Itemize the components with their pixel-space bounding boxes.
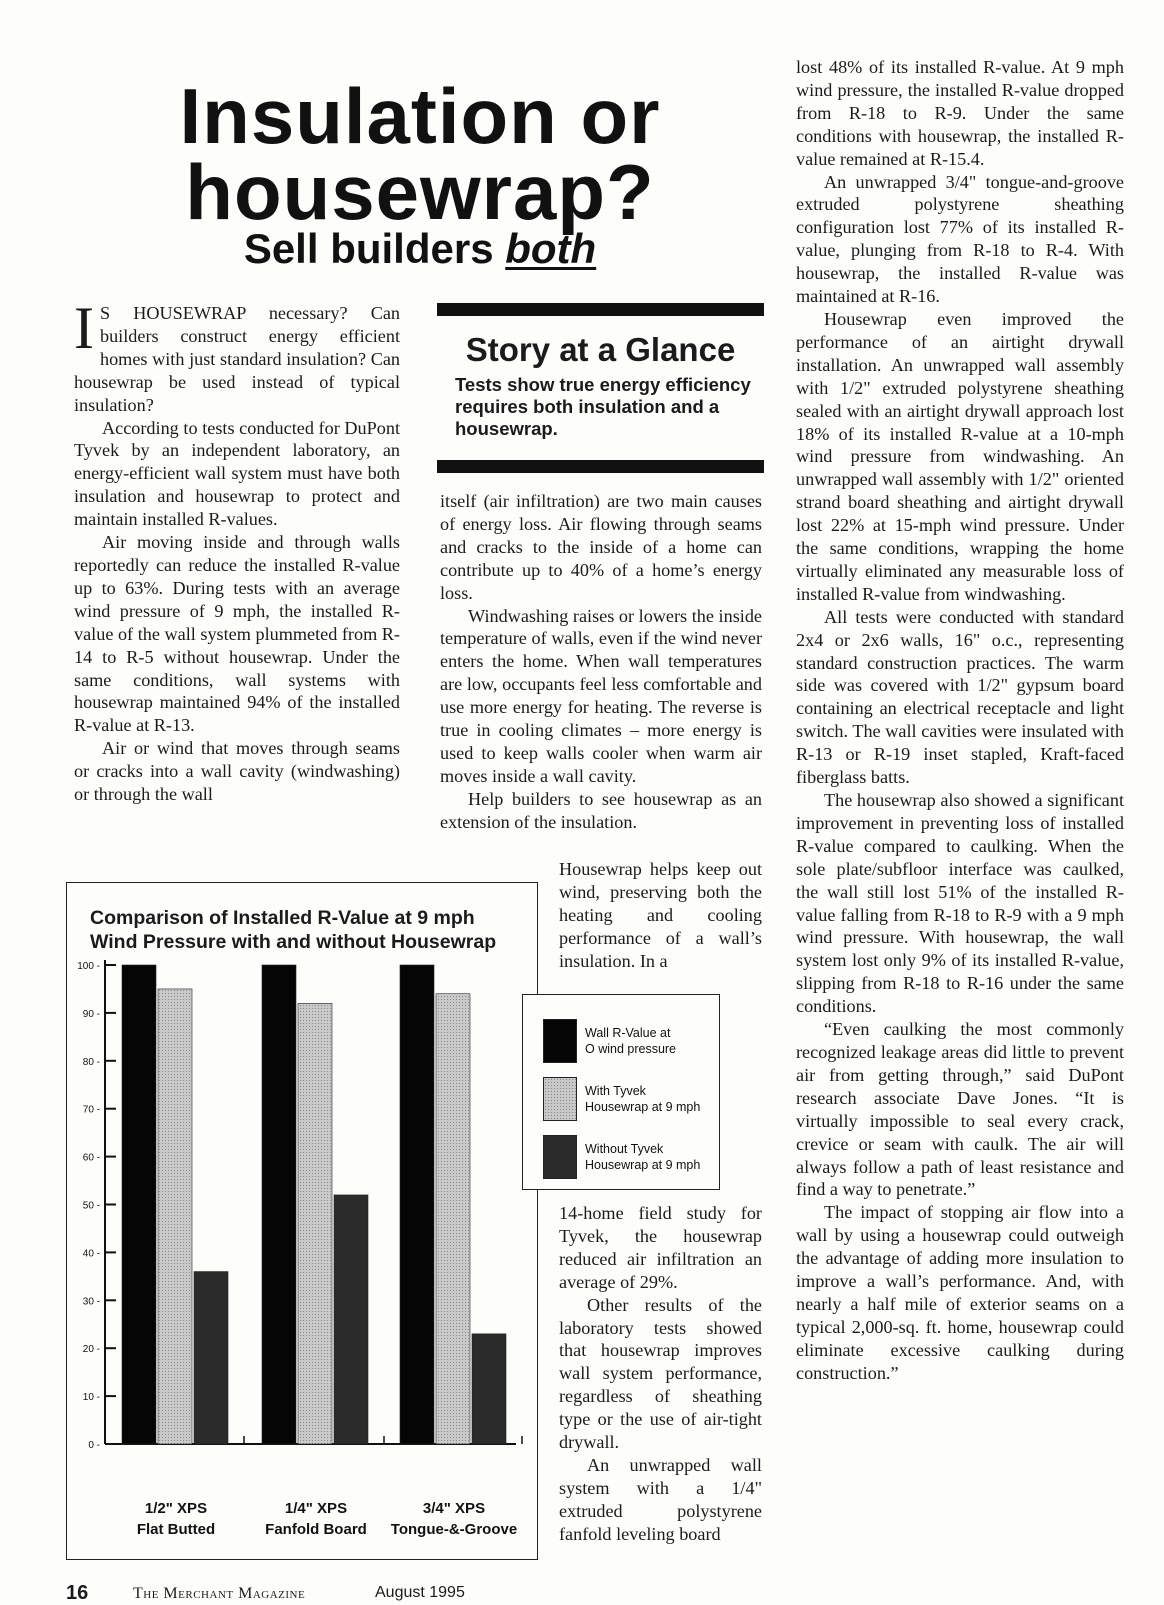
chart-legend	[522, 994, 720, 1190]
paragraph: An unwrapped wall system with a 1/4" extruded polystyrene fanfold leveling board	[559, 1454, 762, 1544]
y-tick-label: 90 -	[82, 1008, 100, 1020]
y-tick-label: 50 -	[82, 1200, 100, 1212]
legend-swatch	[543, 1135, 577, 1179]
chart-title: Comparison of Installed R-Value at 9 mph Wind Pressure with and without Housewrap	[90, 907, 497, 953]
paragraph: Housewrap even improved the performance of an airtight drywall installation. An unwrapped wall assembly with 1/2" extruded polystyrene sheathing sealed with an airtight drywall approach lost 18% of its installed R-value at a 10-mph wind pressure from windwashing. An unwrapped wall assembly with 1/2" oriented strand board sheathing and airtight drywall lost 22% at 15-mph wind pressure. Under the same conditions, wrapping the home virtually eliminated any measurable loss of installed R-value from windwashing.	[796, 308, 1124, 604]
y-tick-label: 10 -	[82, 1392, 100, 1404]
y-tick-label: 20 -	[82, 1344, 100, 1356]
paragraph: Help builders to see housewrap as an extension of the insulation.	[440, 788, 762, 832]
bar-3-group-3	[472, 1334, 506, 1444]
paragraph: Other results of the laboratory tests showed that housewrap improves wall system performance, regardless of sheathing type or the use of air-tight drywall.	[559, 1294, 762, 1453]
paragraph: The housewrap also showed a significant improvement in preventing loss of installed R-value compared to caulking. When the sole plate/subfloor interface was caulked, the wall still lost 51% of the installed R-value falling from R-18 to R-9 with a 9 mph wind pressure. With housewrap, the wall system lost only 9% of its installed R-value, slipping from R-18 to R-16 under the same conditions.	[796, 790, 1124, 1017]
legend-label-line: Housewrap at 9 mph	[585, 1100, 701, 1114]
y-tick-label: 60 -	[82, 1152, 100, 1164]
legend-item	[543, 1135, 700, 1179]
legend-item	[543, 1019, 676, 1063]
legend-label-line: Wall R-Value at	[585, 1026, 671, 1040]
paragraph: IS HOUSEWRAP necessary? Can builders construct energy efficient homes with just standard insulation? Can housewrap be used instead of typical insulation?	[74, 295, 400, 415]
paragraph: lost 48% of its installed R-value. At 9 mph wind pressure, the installed R-value dropped from R-18 to R-9. Under the same conditions with housewrap, the installed R-value remained at R-15.4.	[796, 57, 1124, 169]
legend-label-line: Housewrap at 9 mph	[585, 1158, 701, 1172]
bar-1-group-3	[400, 965, 434, 1444]
paragraph: “Even caulking the most commonly recognized leakage areas did little to prevent air from getting through,” said DuPont research associate Dave Jones. “It is virtually impossible to seal every crack, crevice or seam with caulk. The air will always follow a path of least resistance and find a way to penetrate.”	[796, 1019, 1124, 1200]
bar-1-group-2	[262, 965, 296, 1444]
glance-title: Story at a Glance	[465, 331, 736, 368]
paragraph: An unwrapped 3/4" tongue-and-groove extruded polystyrene sheathing configuration lost 77% of its installed R-value, plunging from R-18 to R-4. With housewrap, the installed R-value was maintained at R-16.	[796, 171, 1124, 307]
x-category-label: 3/4" XPS	[422, 1500, 486, 1517]
paragraph: According to tests conducted for DuPont Tyvek by an independent laboratory, an energy-efficient wall system must have both insulation and housewrap to protect and maintain installed R-values.	[74, 417, 400, 530]
legend-item	[543, 1077, 700, 1121]
headline-line-2: housewrap?	[185, 148, 655, 236]
paragraph: Housewrap helps keep out wind, preserving both the heating and cooling performance of a wall’s insulation. In a	[559, 859, 762, 971]
paragraph: The impact of stopping air flow into a wall by using a housewrap could outweigh the advantage of adding more insulation to improve a wall’s performance. And, with nearly a half mile of exterior seams on a typical 2,000-sq. ft. home, housewrap could eliminate excessive caulking during construction.”	[796, 1202, 1124, 1383]
legend-label-line: O wind pressure	[585, 1042, 677, 1056]
legend-label	[585, 1025, 676, 1057]
x-category-label: 1/4" XPS	[284, 1500, 348, 1517]
paragraph: Air moving inside and through walls reportedly can reduce the installed R-value up to 63%. During tests with an average wind pressure of 9 mph, the installed R-value of the wall system plummeted from R-14 to R-5 without housewrap. Under the same conditions, wall systems with housewrap maintained 94% of the installed R-value at R-13.	[74, 532, 400, 736]
paragraph: All tests were conducted with standard 2x4 or 2x6 walls, 16" o.c., representing standard construction practices. The warm side was covered with 1/2" gypsum board containing an electrical receptacle and light switch. The wall cavities were insulated with R-13 or R-19 inset stapled, Kraft-faced fiberglass batts.	[796, 606, 1124, 788]
glance-summary: Tests show true energy efficiency requires both insulation and a housewrap.	[455, 374, 751, 439]
x-category-label: Fanfold Board	[265, 1521, 367, 1538]
y-tick-label: 100 -	[77, 961, 100, 972]
x-category-label: 1/2" XPS	[144, 1500, 208, 1517]
legend-label	[585, 1141, 700, 1173]
issue-date: August 1995	[375, 1584, 465, 1601]
subhead-prefix: Sell builders	[243, 225, 506, 272]
paragraph: Air or wind that moves through seams or cracks into a wall cavity (windwashing) or through the wall	[74, 738, 400, 805]
legend-label-line: Without Tyvek	[585, 1142, 664, 1156]
paragraph: itself (air infiltration) are two main causes of energy loss. Air flowing through seams and cracks to the inside of a home can contribute up to 40% of a home’s energy loss.	[440, 491, 762, 603]
paragraph: 14-home field study for Tyvek, the housewrap reduced air infiltration an average of 29%.	[559, 1203, 762, 1292]
headline-line-1: Insulation or	[179, 72, 661, 160]
legend-label-line: With Tyvek	[585, 1084, 646, 1098]
y-tick-label: 30 -	[82, 1296, 100, 1308]
bar-1-group-1	[122, 965, 156, 1444]
subhead-emphasis: both	[505, 225, 597, 272]
bar-3-group-2	[334, 1195, 368, 1444]
paragraph: Windwashing raises or lowers the inside temperature of walls, even if the wind never enters the home. When wall temperatures are low, occupants feel less comfortable and use more energy for heating. The reverse is true in cooling climates – more energy is used to keep walls cooler when warm air moves inside a wall cavity.	[440, 605, 762, 786]
y-tick-label: 70 -	[82, 1104, 100, 1116]
page-number: 16	[66, 1582, 89, 1604]
legend-label	[585, 1083, 700, 1115]
legend-swatch	[543, 1077, 577, 1121]
legend-swatch	[543, 1019, 577, 1063]
bar-2-group-3	[436, 994, 470, 1444]
bar-2-group-2	[298, 1003, 332, 1444]
bar-3-group-1	[194, 1272, 228, 1444]
y-tick-label: 80 -	[82, 1056, 100, 1068]
bar-2-group-1	[158, 989, 192, 1444]
y-tick-label: 40 -	[82, 1248, 100, 1260]
magazine-name: The Merchant Magazine	[133, 1585, 306, 1602]
x-category-label: Tongue-&-Groove	[390, 1521, 518, 1538]
y-tick-label: 0 -	[88, 1440, 100, 1451]
x-category-label: Flat Butted	[136, 1521, 216, 1538]
